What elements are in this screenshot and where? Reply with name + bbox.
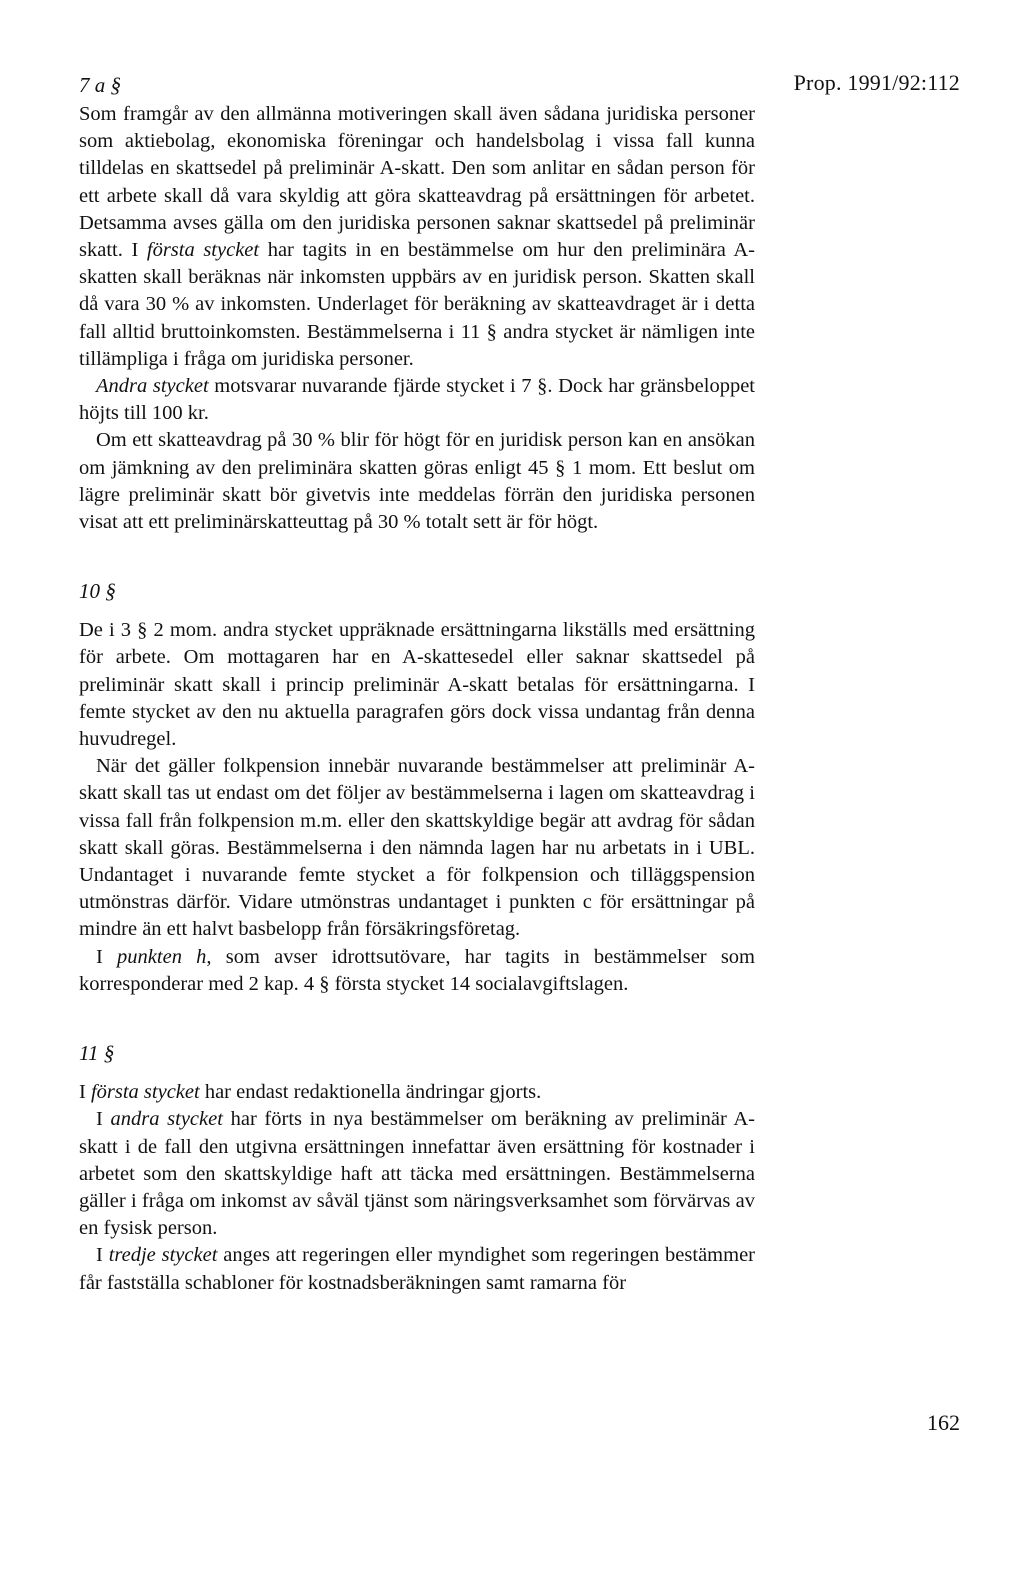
section-gap: [79, 998, 755, 1040]
paragraph: [79, 753, 755, 943]
text-run: I: [96, 1108, 111, 1131]
text-run: De i 3 § 2 mom. andra stycket uppräknade ersättningarna likställs med ersättning för arbete. Om mottagaren har en A-skattesedel eller saknar skattsedel på preliminär skatt skall i princip preliminär A-skatt betalas för ersättningarna. I femte stycket av den nu aktuella paragrafen görs dock vissa undantag från denna huvudregel.: [79, 619, 755, 751]
text-run: har endast redaktionella ändringar gjorts.: [199, 1081, 542, 1104]
italic-run: tredje stycket: [108, 1244, 218, 1267]
document-body: [79, 72, 755, 1297]
text-run: I: [96, 945, 118, 968]
text-run: I: [79, 1081, 91, 1104]
text-run: har tagits in en bestämmelse om hur den preliminära A-skatten skall beräknas när inkomsten uppbärs av en juridisk person. Skatten skall då vara 30 % av inkomsten. Underlaget för beräkning av skatteavdraget är i detta fall alltid bruttoinkomsten. Bestämmelserna i 11 § andra stycket är nämligen inte tillämpliga i fråga om juridiska personer.: [79, 239, 755, 370]
text-run: När det gäller folkpension innebär nuvarande bestämmelser att preliminär A-skatt skall tas ut endast om det följer av bestämmelserna i lagen om skatteavdrag i vissa fall från folkpension m.m. eller den skattskyldige begär att avdrag för sådan skatt skall göras. Bestämmelserna i den nämnda lagen har nu arbetats in i UBL. Undantaget i nuvarande femte stycket a för folkpension och tilläggspension utmönstras därför. Vidare utmönstras undantaget i punkten c för ersättningar på mindre än ett halvt basbelopp från försäkringsföretag.: [79, 755, 755, 941]
proposition-reference: Prop. 1991/92:112: [793, 70, 960, 95]
section-gap: [79, 536, 755, 578]
paragraph: [79, 617, 755, 753]
text-run: anges att regeringen eller myndighet som regeringen bestämmer får fastställa schabloner för kostnadsberäkningen samt ramarna för: [79, 1244, 755, 1294]
italic-run: Andra stycket: [96, 375, 209, 398]
text-run: , som avser idrottsutövare, har tagits in bestämmelser som korresponderar med 2 kap. 4 § första stycket 14 socialavgiftslagen.: [79, 945, 755, 995]
paragraph: [79, 427, 755, 536]
text-run: motsvarar nuvarande fjärde stycket i 7 §. Dock har gränsbeloppet höjts till 100 kr.: [79, 375, 755, 425]
paragraph: [79, 101, 755, 373]
paragraph: [79, 373, 755, 427]
page-number: 162: [927, 1410, 960, 1435]
paragraph: [79, 1079, 755, 1106]
section-heading: 11 §: [79, 1041, 115, 1066]
paragraph: [79, 944, 755, 998]
text-run: har förts in nya bestämmelser om beräkning av preliminär A-skatt i de fall den utgivna ersättningen innefattar även ersättning för kostnader i arbetet som den skattskyldige haft att täcka med ersättningen. Bestämmelserna gäller i fråga om inkomst av såväl tjänst som näringsverksamhet som förvärvas av en fysisk person.: [79, 1108, 756, 1240]
italic-run: punkten h: [117, 945, 207, 968]
section-heading: 7 a §: [79, 73, 121, 97]
text-run: Om ett skatteavdrag på 30 % blir för högt för en juridisk person kan en ansökan om jämkning av den preliminära skatten göras enligt 45 § 1 mom. Ett beslut om lägre preliminär skatt bör givetvis inte meddelas förrän den juridiska personen visat att ett preliminärskatteuttag på 30 % totalt sett är för högt.: [79, 429, 755, 534]
paragraph: [79, 1242, 755, 1296]
italic-run: första stycket: [146, 239, 260, 262]
paragraph: [79, 1106, 755, 1242]
text-run: I: [96, 1244, 109, 1267]
section-heading: 10 §: [79, 579, 116, 604]
italic-run: första stycket: [90, 1081, 200, 1104]
italic-run: andra stycket: [110, 1108, 223, 1131]
text-run: Som framgår av den allmänna motiveringen skall även sådana juridiska personer som aktiebolag, ekonomiska föreningar och handelsbolag i vissa fall kunna tilldelas en skattsedel på preliminär A-skatt. Den som anlitar en sådan person för ett arbete skall då vara skyldig att göra skatteavdrag på ersättningen för arbetet. Detsamma avses gälla om den juridiska personen saknar skattsedel på preliminär skatt. I: [79, 103, 755, 262]
